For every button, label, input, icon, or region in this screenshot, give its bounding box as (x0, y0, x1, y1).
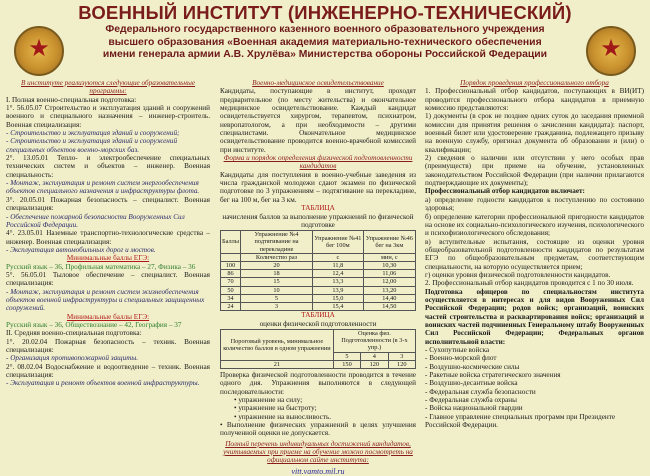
list-item: Профессиональный отбор кандидатов включает: (425, 187, 585, 196)
list-item: 3°. 20.05.01 Пожарная безопасность – специалист. Военная специализация: (6, 195, 210, 213)
scoring-table-body (221, 262, 416, 311)
list-item: - Федеральная служба безопасности (425, 387, 536, 396)
table-cell: 13,3 (313, 278, 364, 286)
table-cell: 150 (333, 360, 360, 368)
table-cell: 21 (221, 360, 334, 368)
list-item: г) оценки уровня физической подготовленности кандидатов. (425, 270, 611, 279)
header (0, 2, 650, 62)
table-subheader: 5 (333, 352, 360, 360)
table-subheader: мин, с (363, 253, 415, 261)
table-row (221, 303, 416, 311)
table-cell: 12,00 (363, 278, 415, 286)
emblem-left-icon: ★ (14, 26, 64, 76)
table-cell: 12,4 (313, 270, 364, 278)
list-item: 4°. 23.05.01 Наземные транспортно-технологические средства – инженер. Военная специализация: (6, 229, 210, 246)
table-cell: 15,0 (313, 294, 364, 302)
list-item: - Военно-морской флот (425, 354, 497, 363)
table-cell: 15 (240, 278, 312, 286)
list-item: б) определение категории профессиональной пригодности кандидатов на основе их социально-психологического изучения, психологического и психофизиологического обследования; (425, 212, 644, 238)
table1-title: ТАБЛИЦА (301, 204, 335, 213)
list-item: II. Средняя военно-специальная подготовка: (6, 329, 142, 338)
list-item: - Федеральная служба охраны (425, 396, 517, 405)
list-item: • упражнение на выносливость. (220, 413, 416, 421)
selection-column (425, 79, 644, 429)
fitness-heading: Форма и порядок определения физической подготовленности кандидатов (223, 154, 413, 171)
list-item: Минимальные баллы ЕГЭ: (66, 312, 150, 321)
list-item: а) определение годности кандидатов к поступлению по состоянию здоровья; (425, 195, 644, 213)
table-cell: 50 (221, 286, 241, 294)
list-item: - Обеспечение пожарной безопасности Вооруженных Сил Российской Федерации. (6, 212, 185, 229)
list-item: - Эксплуатация автомобильных дорог и мостов. (6, 245, 156, 254)
table-header: Упражнение №46 бег на 3км (363, 231, 415, 254)
table-header: Баллы (221, 231, 241, 254)
table-cell: 11,06 (363, 270, 415, 278)
order-text: Проверка физической подготовленности проводится в течение одного дня. Упражнения выполняются в следующей последовательности: (220, 370, 416, 396)
achievements-heading: Полный перечень индивидуальных достижений кандидатов, учитываемых при приеме на обучение можно посмотреть на официальном сайте института: (223, 439, 413, 465)
table-cell: 5 (240, 294, 312, 302)
emblem-right-icon: ★ (586, 26, 636, 76)
table-row (221, 286, 416, 294)
list-item: - Строительство и эксплуатация зданий и сооружений; (6, 129, 180, 138)
table-cell: 24 (221, 303, 241, 311)
list-item: - Воздушно-десантные войска (425, 379, 518, 388)
table-header: Пороговый уровень, минимальное количество баллов в одном упражнении (221, 329, 334, 360)
list-item: Русский язык – 36, Профильная математика – 27, Физика – 36 (6, 262, 196, 271)
list-item: 1) документы (в срок не позднее одних суток до заседания приемной комиссии для принятия решения о зачислении кандидата): паспорт, военный билет или удостоверение гражданина, подлежащего призыву на военную службу, оригинал документа об образовании и (или) о квалификации; (425, 112, 644, 154)
table-cell: 11,8 (313, 262, 364, 270)
table-row (221, 278, 416, 286)
table-cell: 120 (388, 360, 415, 368)
selection-heading: Порядок проведения профессионального отбора (460, 79, 609, 87)
page-title: ВОЕННЫЙ ИНСТИТУТ (ИНЖЕНЕРНО-ТЕХНИЧЕСКИЙ) (78, 2, 572, 23)
table-cell: 15,4 (313, 303, 364, 311)
list-item: 1°. 20.02.04 Пожарная безопасность – техник. Военная специализация: (6, 337, 210, 354)
table-subheader: Количество раз (240, 253, 312, 261)
medical-heading: Военно-медицинское освидетельствование (252, 79, 384, 87)
table-subheader: с (313, 253, 364, 261)
table-cell: 86 (221, 270, 241, 278)
scoring-table (220, 230, 416, 311)
list-item: в) вступительные испытания, состоящие из оценки уровня общеобразовательной подготовленности кандидатов по результатам ЕГЭ по общеобразовательным предметам, соответствующим специальности, на которую осуществляется прием; (425, 237, 644, 271)
retake-note: • Выполнение физических упражнений в целях улучшения полученной оценки не допускается. (220, 421, 416, 438)
list-item: Минимальные баллы ЕГЭ: (66, 254, 150, 263)
medical-text: Кандидаты, поступающие в институт, проходят предварительное (по месту жительства) и окончательное медицинское освидетельствование. Каждый кандидат освидетельствуется хирургом, терапевтом, психиатром, невропатологом, а при необходимости – другими специалистами. Окончательное медицинское освидетельствование проводится военно-врачебной комиссией при институте. (220, 87, 416, 154)
subtitle-line: высшего образования «Военная академия материально-технического обеспечения (108, 36, 542, 48)
programs-column (6, 79, 210, 388)
table-header: Оценка физ. Подготовленности (в 3-х упр.) (333, 329, 415, 352)
table-cell: 100 (221, 262, 241, 270)
table2-caption: оценки физической подготовленности (259, 319, 377, 328)
table-cell: 10 (240, 286, 312, 294)
list-item: - Войска национальной гвардии (425, 404, 523, 413)
list-item: - Воздушно-космические силы (425, 362, 520, 371)
list-item: - Эксплуатация и ремонт объектов военной инфраструктуры. (6, 379, 200, 388)
table-cell: 70 (221, 278, 241, 286)
subtitle-line: Федерального государственного казенного военного образовательного учреждения (105, 24, 545, 35)
list-item: 2. Профессиональный отбор кандидатов проводится с 1 по 30 июля. (425, 279, 634, 288)
table-cell: 34 (221, 294, 241, 302)
table-cell: 3 (240, 303, 312, 311)
list-item: - Главное управление специальных программ при Президенте Российской Федерации. (425, 412, 616, 430)
table-cell: 10,30 (363, 262, 415, 270)
table-cell: 13,9 (313, 286, 364, 294)
table-header: Упражнение №41 бег 100м (313, 231, 364, 254)
table-header: Упражнение №4 подтягивание на перекладине (240, 231, 312, 254)
list-item: • упражнение на быстроту; (220, 404, 416, 412)
list-item: - Ракетные войска стратегического значения (425, 371, 561, 380)
list-item: 2°. 13.05.01 Тепло- и электрообеспечение специальных технических систем и объектов – инженер. Военная специальность: (6, 154, 210, 179)
list-item: I. Полная военно-специальная подготовка: (6, 95, 137, 104)
list-item: 1. Профессиональный отбор кандидатов, поступающих в ВИ(ИТ) проводится профессионального отбора кандидатов в приемную комиссию представляются: (425, 87, 644, 113)
medical-column (220, 79, 416, 476)
table-cell: 14,50 (363, 303, 415, 311)
table-cell: 13,20 (363, 286, 415, 294)
table2-title: ТАБЛИЦА (301, 311, 335, 320)
table-subheader: 3 (388, 352, 415, 360)
programs-list (6, 96, 210, 388)
table-cell: 14,40 (363, 294, 415, 302)
list-item: - Организация противопожарной защиты. (6, 354, 139, 363)
list-item: 2) сведения о наличии или отсутствии у него особых прав (преимуществ) при приеме на обучение, установленных законодательством Российской Федерации (при наличии прилагаются подтверждающие их документы); (425, 154, 644, 188)
list-item: - Монтаж, эксплуатация и ремонт систем энергообеспечения объектов специального назначения и инфраструктуры флота. (6, 179, 200, 196)
list-item: Подготовка офицеров по специальностям института осуществляется в интересах и для видов Вооруженных Сил Российской Федерации; родов войск; организаций, воинских частей строительства и расквартирования войск; организаций и воинских частей подчиненных Генеральному штабу Вооруженных Сил Российской Федерации; Федеральных органов исполнительной власти: (425, 287, 644, 346)
list-item: 1°. 56.05.07 Строительство и эксплуатация зданий и сооружений военного и специального назначения – инженер-строитель. Военная специализация: (6, 104, 210, 129)
list-item: - Монтаж, эксплуатация и ремонт систем жизнеобеспечения объектов военной инфраструктуры и специальных защищенных сооружений. (6, 287, 205, 313)
list-item: - Строительство и эксплуатация зданий и сооружений специальных объектов военно-морских баз. (6, 137, 178, 154)
list-item: 2°. 08.02.04 Водоснабжение и водоотведение – техник. Военная специализация: (6, 362, 210, 380)
site-link[interactable]: vitt.vamto.mil.ru (291, 466, 345, 476)
selection-list (425, 87, 644, 429)
table-row (221, 262, 416, 270)
table1-caption: начисления баллов за выполнение упражнений по физической подготовке (222, 212, 414, 229)
list-item: • упражнение на силу; (220, 396, 416, 404)
list-item: - Сухопутные войска (425, 346, 490, 354)
table-row (221, 270, 416, 278)
subtitle-line: имени генерала армии А.В. Хрулёва» Министерства обороны Российской Федерации (102, 49, 548, 61)
table-cell: 20 (240, 262, 312, 270)
subtitle (90, 24, 560, 62)
grading-table (220, 329, 416, 369)
programs-heading: В институте реализуются следующие образовательные программы: (20, 79, 196, 96)
list-item: Русский язык – 36, Обществознание – 42, География – 37 (6, 320, 182, 329)
list-item: 5°. 56.05.01 Тыловое обеспечение – специалист. Военная специализация: (6, 270, 210, 288)
table-subheader (221, 253, 241, 261)
table-cell: 18 (240, 270, 312, 278)
fitness-text: Кандидаты для поступления в военно-учебные заведения из числа гражданской молодежи сдают экзамен по физической подготовке по 3 упражнениям – подтягивание на перекладине, бег на 100 м, бег на 3 км. (220, 170, 416, 204)
table-subheader: 4 (361, 352, 388, 360)
table-row (221, 294, 416, 302)
table-cell: 120 (361, 360, 388, 368)
